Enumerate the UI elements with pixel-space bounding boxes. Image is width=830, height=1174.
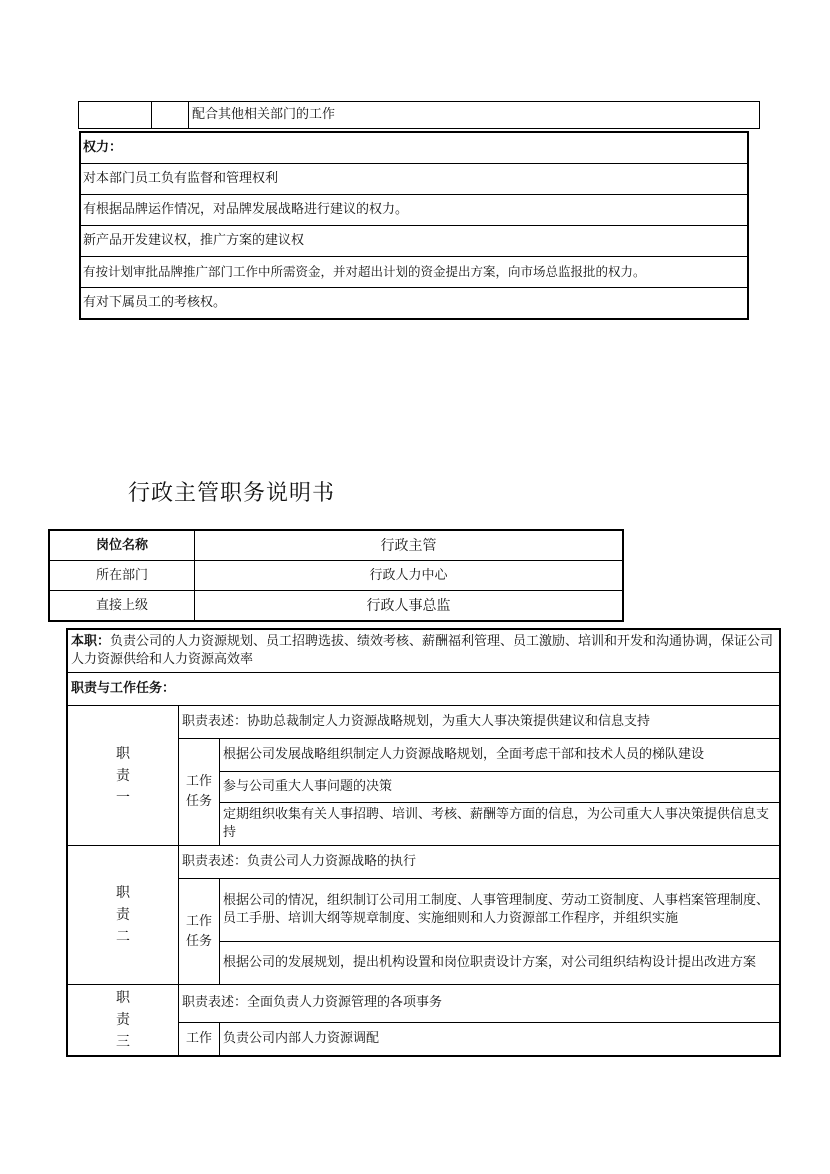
info-value: 行政人力中心 (195, 561, 624, 591)
powers-header: 权力： (80, 132, 748, 164)
task-item: 根据公司发展战略组织制定人力资源战略规划，全面考虑干部和技术人员的梯队建设 (220, 739, 781, 772)
duties-header: 职责与工作任务： (67, 673, 780, 706)
power-item: 有按计划审批品牌推广部门工作中所需资金，并对超出计划的资金提出方案，向市场总监报批的权力。 (80, 257, 748, 288)
duty-statement: 职责表述：负责公司人力资源战略的执行 (179, 846, 781, 879)
task-label: 工作 任务 (179, 739, 220, 846)
duty-statement: 职责表述：全面负责人力资源管理的各项事务 (179, 985, 781, 1023)
duty-statement: 职责表述：协助总裁制定人力资源战略规划，为重大人事决策提供建议和信息支持 (179, 706, 781, 739)
task-item: 负责公司内部人力资源调配 (220, 1022, 781, 1056)
task-item: 根据公司的情况，组织制订公司用工制度、人事管理制度、劳动工资制度、人事档案管理制度、员工手册、培训大纲等规章制度、实施细则和人力资源部工作程序，并组织实施 (220, 879, 781, 942)
position-info-table (48, 529, 624, 622)
core-duty-cell (67, 629, 780, 673)
page-title: 行政主管职务说明书 (128, 481, 336, 506)
task-label: 工作 任务 (179, 879, 220, 985)
task-item: 根据公司的发展规划，提出机构设置和岗位职责设计方案，对公司组织结构设计提出改进方案 (220, 942, 781, 985)
info-value: 行政人事总监 (195, 591, 624, 622)
core-label: 本职： (71, 634, 111, 649)
info-value: 行政主管 (195, 530, 624, 561)
empty-cell (152, 102, 189, 129)
power-item: 有根据品牌运作情况，对品牌发展战略进行建议的权力。 (80, 195, 748, 226)
duty-label: 职 责 二 (67, 846, 179, 985)
task-item: 参与公司重大人事问题的决策 (220, 772, 781, 803)
duty-label: 职 责 三 (67, 985, 179, 1057)
info-key: 岗位名称 (49, 530, 195, 561)
duties-table (66, 628, 781, 1057)
info-key: 直接上级 (49, 591, 195, 622)
empty-cell (79, 102, 152, 129)
info-key: 所在部门 (49, 561, 195, 591)
task-label: 工作 (179, 1022, 220, 1056)
powers-table (79, 131, 749, 320)
task-item: 定期组织收集有关人事招聘、培训、考核、薪酬等方面的信息，为公司重大人事决策提供信息支持 (220, 803, 781, 846)
core-text: 负责公司的人力资源规划、员工招聘选拔、绩效考核、薪酬福利管理、员工激励、培训和开发和沟通协调，保证公司人力资源供给和人力资源高效率 (71, 634, 774, 667)
previous-table-fragment (78, 101, 760, 129)
fragment-text: 配合其他相关部门的工作 (189, 102, 760, 129)
power-item: 新产品开发建议权，推广方案的建议权 (80, 226, 748, 257)
power-item: 有对下属员工的考核权。 (80, 288, 748, 320)
duty-label: 职 责 一 (67, 706, 179, 846)
power-item: 对本部门员工负有监督和管理权利 (80, 164, 748, 195)
